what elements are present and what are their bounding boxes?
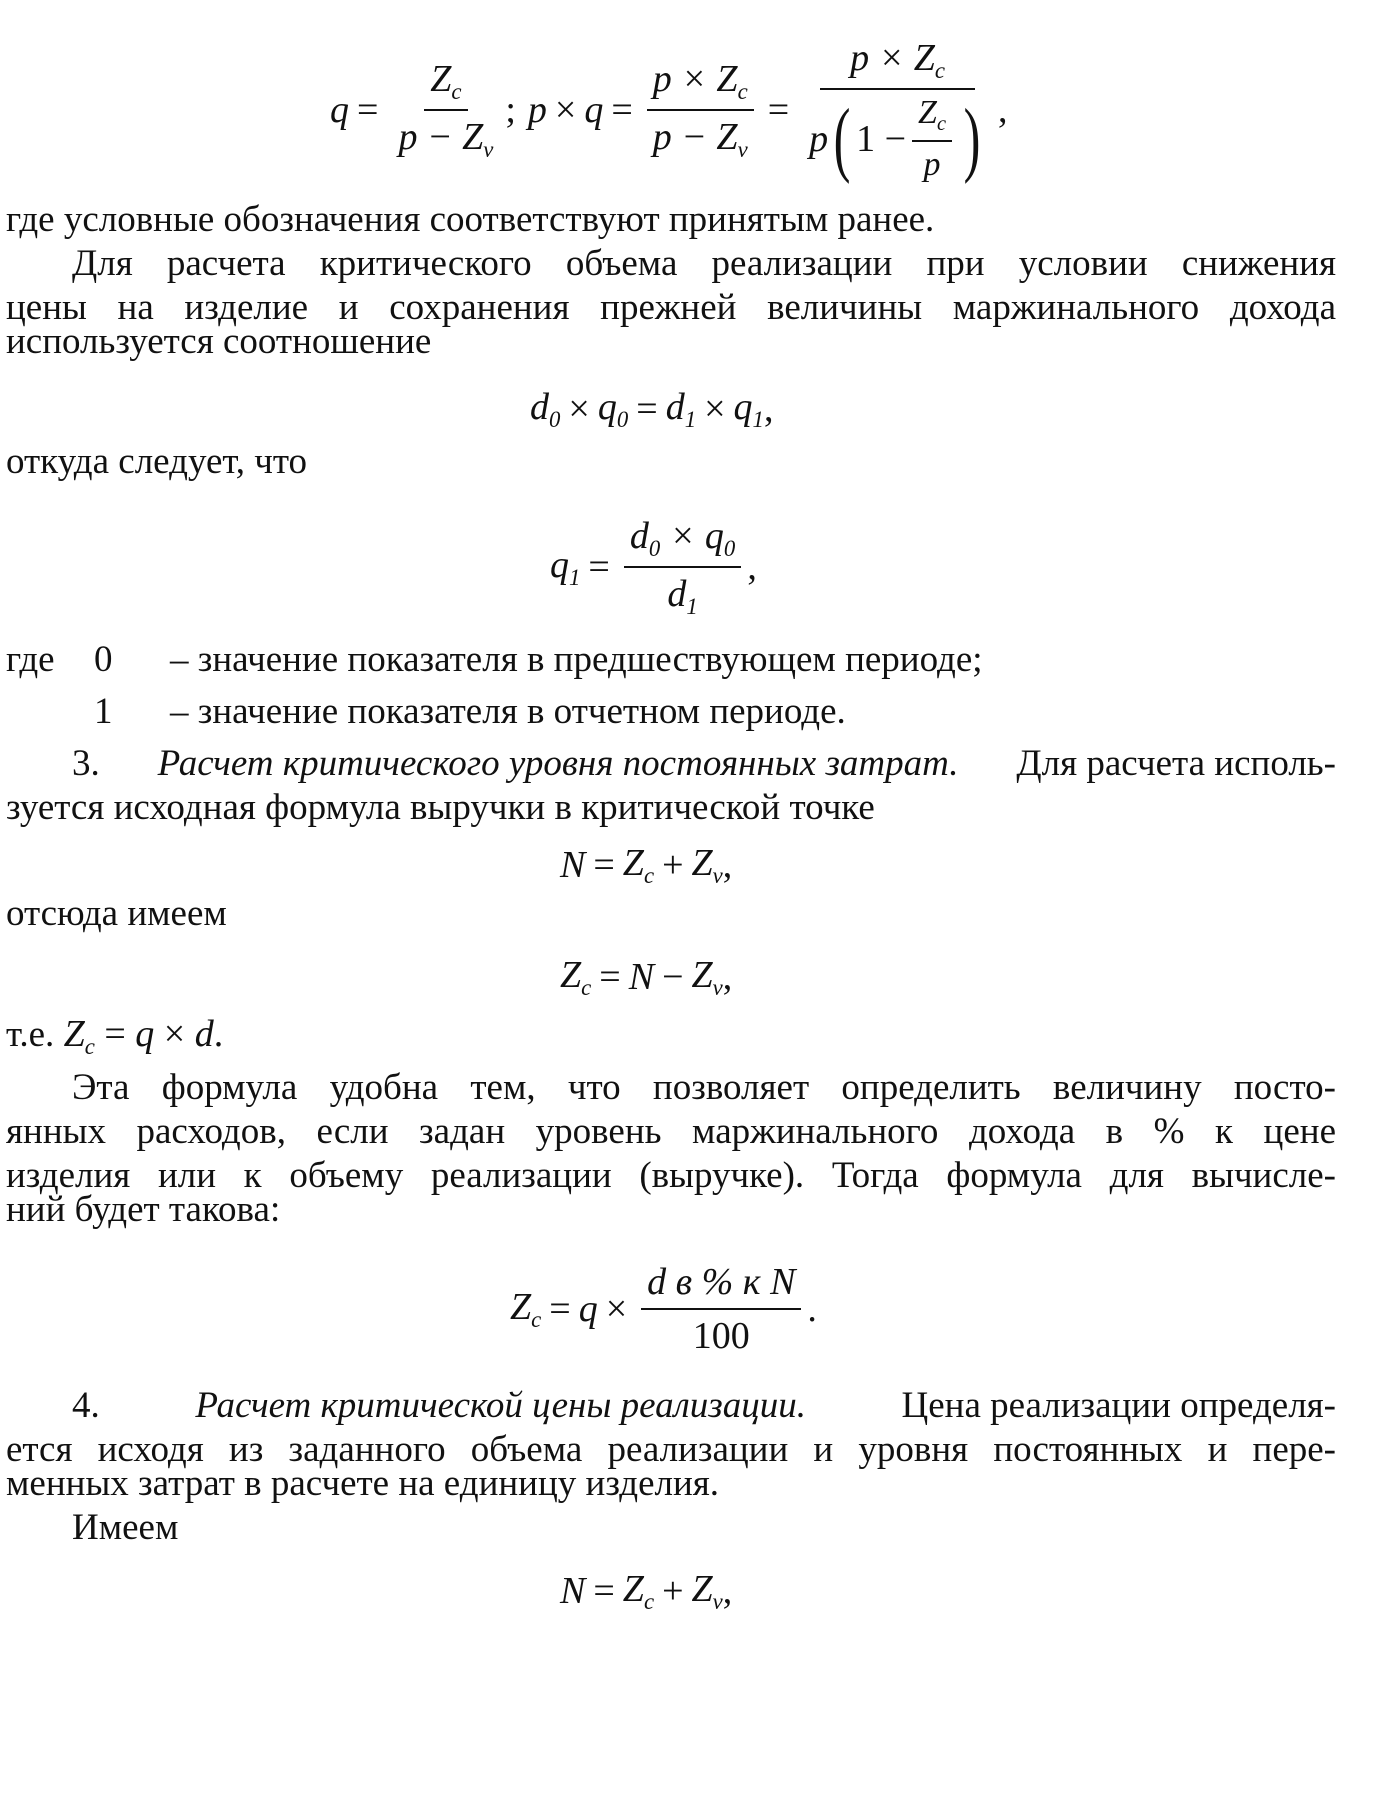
section-3-title: Расчет критического уровня постоянных затрат. [157, 743, 959, 784]
text-line: изделия или к объему реализации (выручке). Тогда формула для вычисле- [6, 1155, 1336, 1196]
percent-fraction-denominator: 100 [692, 1315, 750, 1357]
section-3-rest: Для расчета исполь- [1016, 743, 1336, 784]
text-line: Для расчета критического объема реализации при условии снижения [72, 243, 1336, 284]
section-3-number: 3. [72, 743, 100, 784]
te-prefix: т.е. [6, 1014, 55, 1055]
formula-fixed-costs-percent: $Z_c$ = q × $\frac{\text{d в \% к N}}{100}$ . [510, 1261, 817, 1357]
percent-fraction-numerator: d в % к N [641, 1260, 801, 1310]
legend-key-1: 1 [94, 691, 113, 732]
text-line: янных расходов, если задан уровень маржинального дохода в % к цене [6, 1111, 1336, 1152]
formula-q1: $q_1$ = $\frac{d_0 \times q_0}{d_1}$ , [550, 515, 757, 619]
text-line: где условные обозначения соответствуют принятым ранее. [6, 199, 935, 240]
text-line: цены на изделие и сохранения прежней величины маржинального дохода [6, 287, 1336, 328]
legend-key-0: 0 [94, 639, 113, 680]
text-line: Эта формула удобна тем, что позволяет определить величину посто- [72, 1067, 1336, 1108]
section-4-title: Расчет критической цены реализации. [195, 1385, 806, 1426]
section-4-rest: Цена реализации определя- [901, 1385, 1336, 1426]
formula-critical-volume: q = $\frac{Z_c}{p - Z_v}$ ; p × q = $\frac{p \times Z_c}{p - Z_v}$ = $p \times Z_c$ p ( 1 − $\frac{Z_c}{p}$ ) , [330, 36, 1008, 185]
section-3-heading-line [72, 742, 1336, 786]
formula-revenue-repeat: N = $Z_c$ + $Z_v$ , [560, 1568, 733, 1614]
formula-fixed-costs: $Z_c$ = N − $Z_v$ , [560, 954, 733, 1000]
section-4-number: 4. [72, 1385, 100, 1426]
legend-desc-1: – значение показателя в отчетном периоде. [170, 691, 846, 732]
where-label: где [6, 639, 55, 680]
text-line: менных затрат в расчете на единицу изделия. [6, 1463, 720, 1504]
formula-margin-equality: $d_0$ × $q_0$ = $d_1$ × $q_1$ , [530, 386, 774, 432]
legend-desc-0: – значение показателя в предшествующем периоде; [170, 639, 983, 680]
section-4-heading-line [72, 1384, 1336, 1428]
text-line: откуда следует, что [6, 441, 308, 482]
text-line: ний будет такова: [6, 1189, 281, 1230]
text-line: зуется исходная формула выручки в критической точке [6, 787, 875, 828]
text-line: используется соотношение [6, 321, 432, 362]
text-line: Имеем [72, 1507, 179, 1548]
text-line: отсюда имеем [6, 893, 227, 934]
formula-revenue: N = $Z_c$ + $Z_v$ , [560, 842, 733, 888]
text-line: ется исходя из заданного объема реализации и уровня постоянных и пере- [6, 1429, 1336, 1470]
text-line-te: т.е. $Z_c = q \times d$. [6, 1013, 224, 1059]
